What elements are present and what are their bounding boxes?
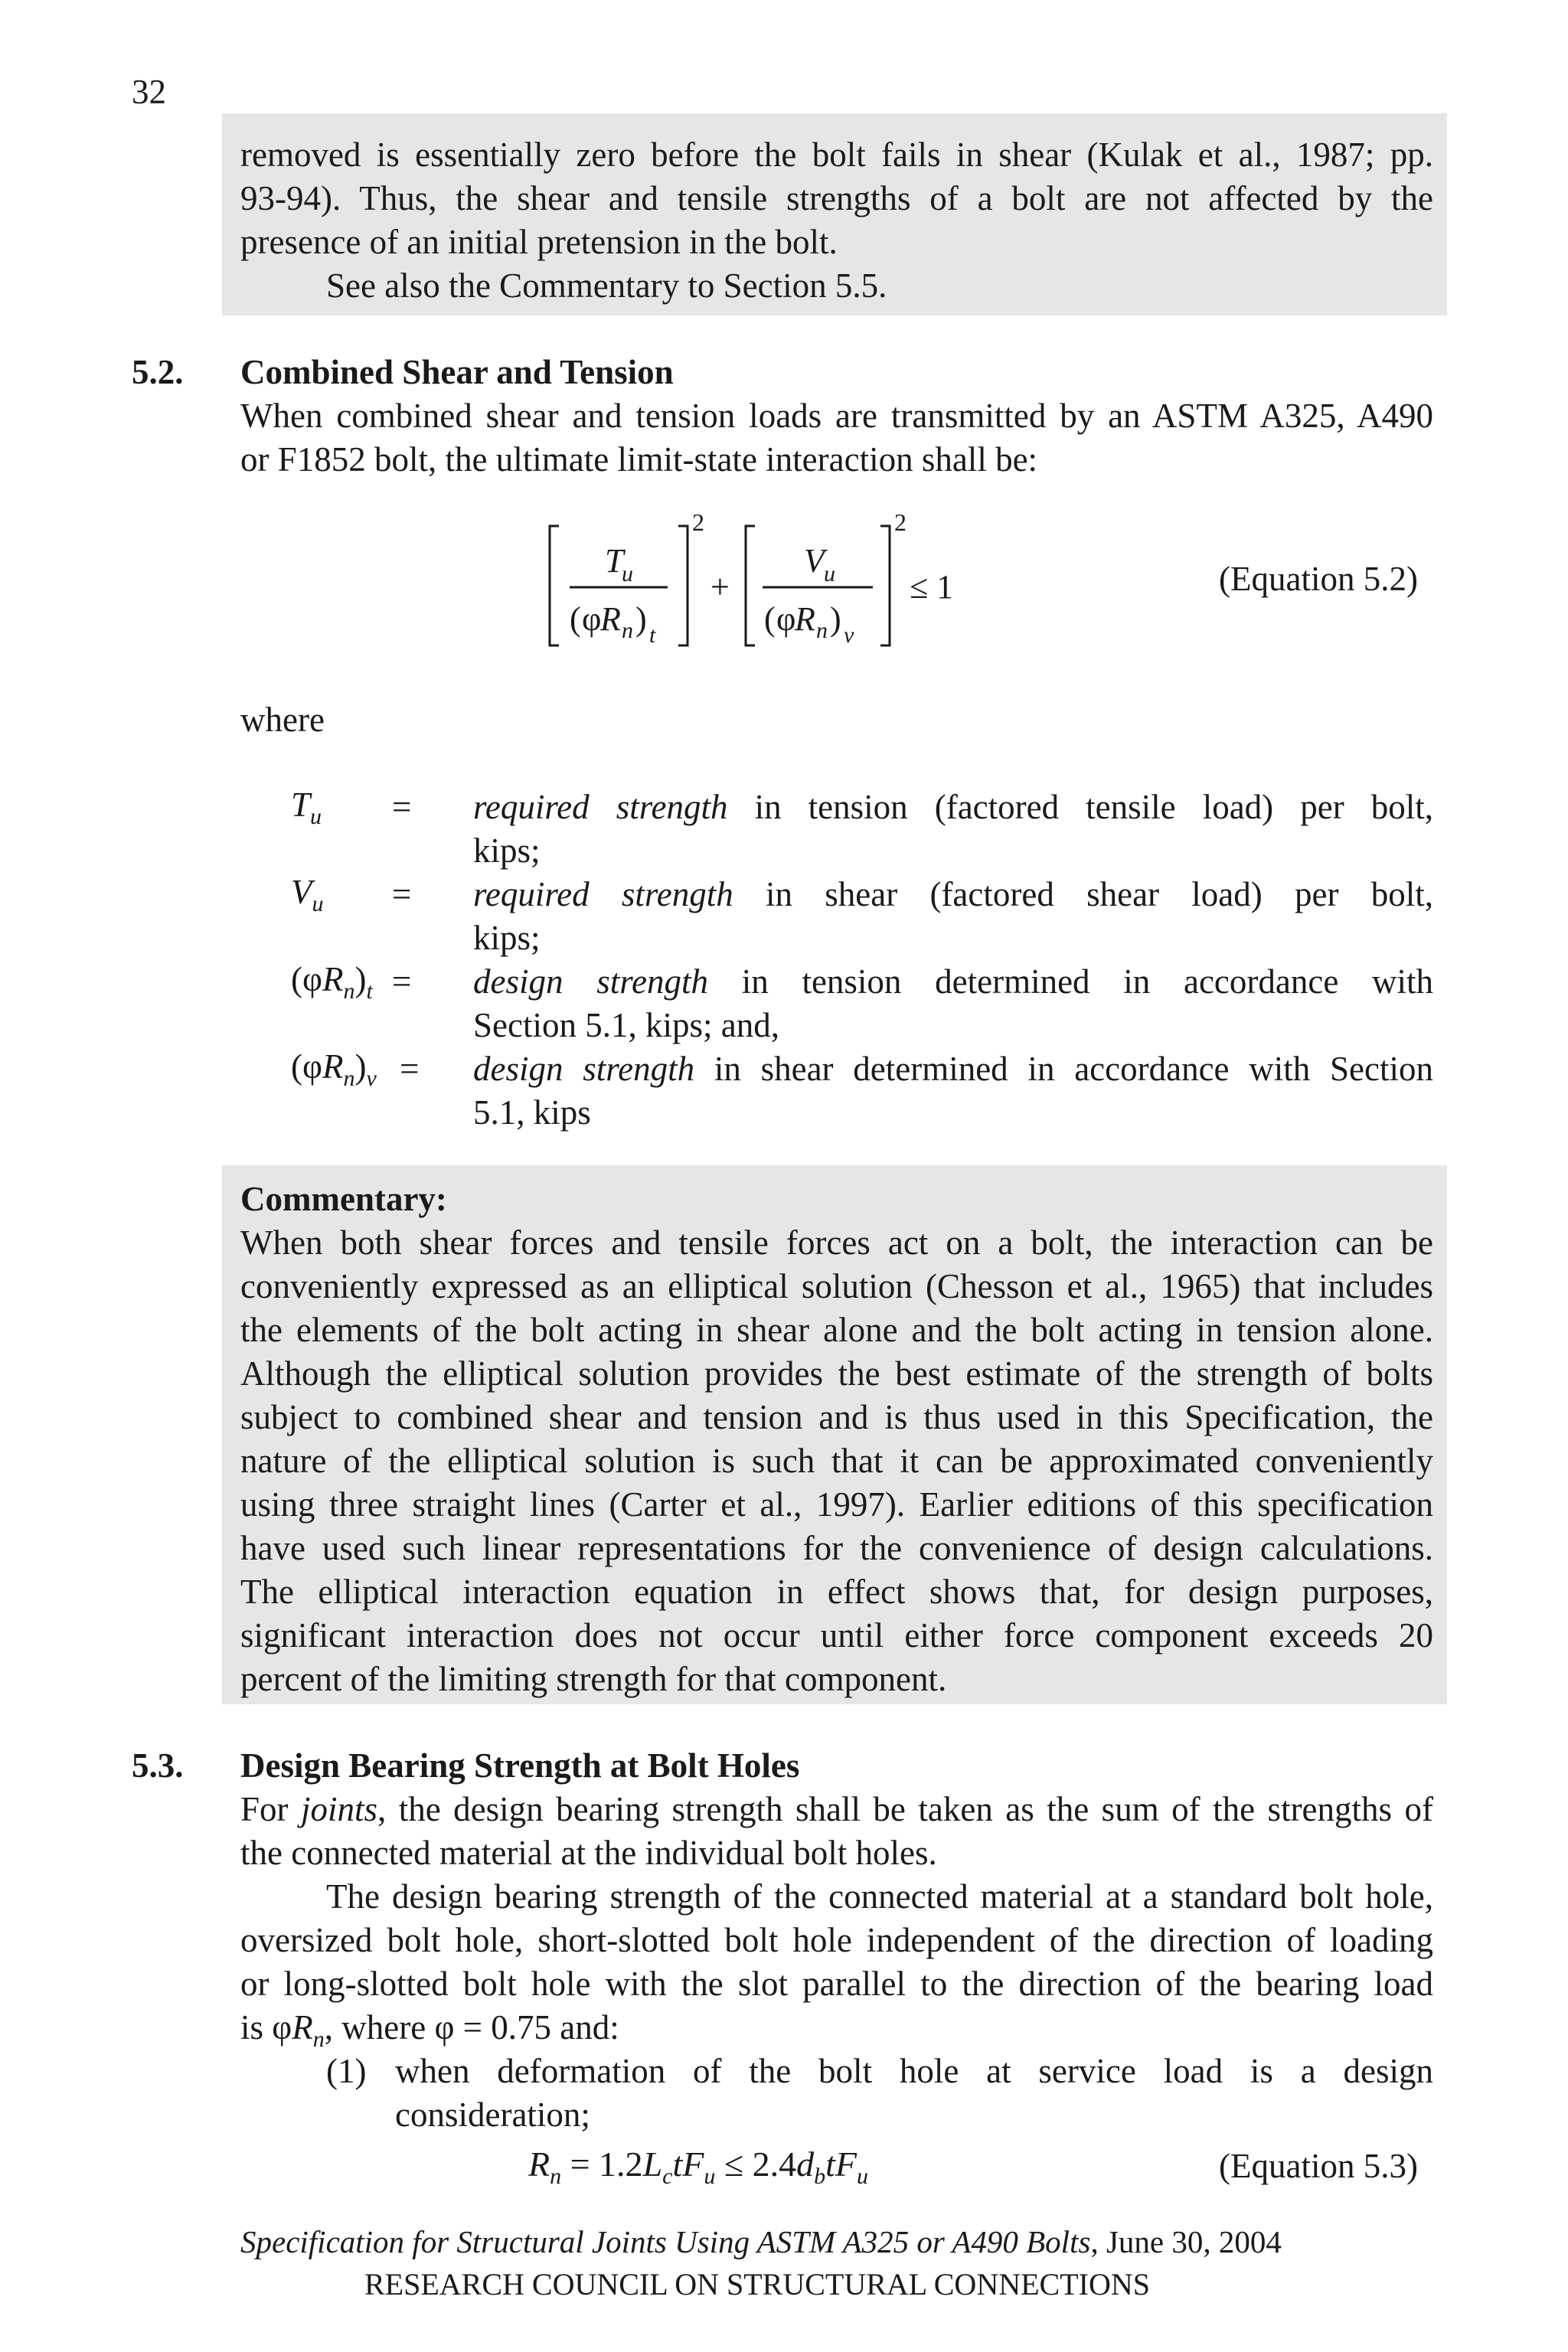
svg-text:2: 2 [894, 509, 906, 536]
def-1-line-1 [473, 786, 1433, 829]
svg-text:t: t [649, 622, 656, 648]
sec53-p2-phi-value: = 0.75 and: [454, 2008, 619, 2047]
svg-text:R: R [600, 600, 621, 638]
def-3-line-2: Section 5.1, kips; and, [473, 1006, 779, 1044]
sec53-p2-where: , where [324, 2008, 435, 2047]
svg-text:φ: φ [776, 600, 796, 638]
where-label: where [240, 701, 325, 739]
symbol-phi-rn-v: $(\varphi R_n)_v$ [291, 1047, 377, 1091]
commentary-line-6: nature of the elliptical solution is such that it can be approximated conveniently [240, 1442, 1433, 1480]
svg-text:): ) [635, 600, 647, 638]
footer-title: Specification for Structural Joints Using ASTM A325 or A490 Bolts [240, 2224, 1091, 2259]
sec53-para2-line-1: The design bearing strength of the connected material at a standard bolt hole, [326, 1877, 1433, 1916]
def-4-equals: = [400, 1050, 420, 1088]
section-title-5-2: Combined Shear and Tension [240, 353, 674, 391]
commentary-line-4: Although the elliptical solution provides the best estimate of the strength of bolts [240, 1354, 1433, 1393]
svg-text:T: T [605, 542, 624, 580]
symbol-tu: $T_u$ [291, 786, 322, 829]
commentary-line-10: significant interaction does not occur until either force component exceeds 20 [240, 1616, 1433, 1655]
svg-text:u: u [824, 561, 835, 586]
def-2-equals: = [392, 875, 412, 913]
commentary-heading: Commentary: [240, 1180, 447, 1218]
commentary-line-8: have used such linear representations for the convenience of design calculations. [240, 1529, 1433, 1567]
def-2-text: in shear (factored shear load) per bolt, [733, 875, 1433, 913]
sec53-p1-joints: joints [300, 1790, 378, 1828]
def-1-equals: = [392, 788, 412, 826]
section-number-5-2: 5.2. [132, 353, 184, 391]
box1-line-3: presence of an initial pretension in the bolt. [240, 223, 838, 261]
svg-text:(: ( [764, 600, 776, 638]
def-1-text: in tension (factored tensile load) per bolt, [727, 788, 1433, 826]
commentary-line-2: conveniently expressed as an elliptical solution (Chesson et al., 1965) that includes [240, 1267, 1433, 1305]
sec53-para2-line-2: oversized bolt hole, short-slotted bolt hole independent of the direction of loading [240, 1921, 1433, 1959]
footer-council: RESEARCH COUNCIL ON STRUCTURAL CONNECTIONS [364, 2267, 1150, 2301]
symbol-phi-rn-t: $(\varphi R_n)_t$ [291, 960, 373, 1004]
equation-5-3: $R_n = 1.2L_ctF_u \le 2.4d_btF_u$ [528, 2145, 869, 2190]
commentary-line-5: subject to combined shear and tension and is thus used in this Specification, the [240, 1398, 1433, 1436]
sec52-para-line-2: or F1852 bolt, the ultimate limit-state interaction shall be: [240, 440, 1038, 479]
def-4-text: in shear determined in accordance with Section [694, 1050, 1433, 1088]
def-3-term: design strength [473, 962, 709, 1001]
phi-rn-symbol: $\varphi R_n$ [272, 2008, 325, 2052]
svg-text:+: + [710, 568, 730, 606]
sec53-p2-is: is [240, 2008, 273, 2047]
sec52-para-line-1: When combined shear and tension loads are transmitted by an ASTM A325, A490 [240, 397, 1433, 435]
sec53-para1-line-2: the connected material at the individual bolt holes. [240, 1834, 937, 1872]
box1-see-also: See also the Commentary to Section 5.5. [326, 266, 887, 305]
sec53-p1-rest: , the design bearing strength shall be taken as the sum of the strengths of [377, 1790, 1433, 1828]
footer-date: , June 30, 2004 [1090, 2224, 1282, 2259]
svg-text:n: n [622, 618, 633, 643]
sec53-para2-line-3: or long-slotted bolt hole with the slot parallel to the direction of the bearing load [240, 1965, 1433, 2003]
def-4-line-2: 5.1, kips [473, 1093, 591, 1132]
sec53-p1-prefix: For [240, 1790, 301, 1828]
def-2-term: required strength [473, 875, 733, 913]
def-4-term: design strength [473, 1050, 695, 1088]
svg-text:≤ 1: ≤ 1 [910, 568, 954, 606]
footer-spec-title [240, 2223, 1282, 2260]
item-1-line-1: when deformation of the bolt hole at service load is a design [395, 2052, 1433, 2090]
svg-text:2: 2 [692, 509, 704, 536]
section-number-5-3: 5.3. [132, 1746, 184, 1785]
equation-5-2 [536, 509, 965, 655]
def-4-line-1 [473, 1047, 1433, 1091]
def-1-term: required strength [473, 788, 728, 826]
box1-line-2: 93-94). Thus, the shear and tensile strengths of a bolt are not affected by the [240, 179, 1433, 217]
def-3-text: in tension determined in accordance with [708, 962, 1433, 1001]
svg-text:): ) [830, 600, 841, 638]
svg-text:n: n [816, 618, 828, 643]
page-number: 32 [132, 73, 166, 111]
equation-5-3-label: (Equation 5.3) [1219, 2147, 1418, 2185]
commentary-line-7: using three straight lines (Carter et al., 1997). Earlier editions of this specification [240, 1485, 1433, 1524]
def-2-line-1 [473, 873, 1433, 916]
svg-text:R: R [795, 600, 815, 638]
def-3-line-1 [473, 960, 1433, 1004]
svg-text:u: u [622, 561, 633, 586]
phi-symbol: φ [434, 2008, 455, 2047]
commentary-line-11: percent of the limiting strength for that component. [240, 1660, 947, 1698]
item-1-line-2: consideration; [395, 2096, 590, 2134]
commentary-line-1: When both shear forces and tensile forces act on a bolt, the interaction can be [240, 1223, 1433, 1262]
commentary-line-9: The elliptical interaction equation in effect shows that, for design purposes, [240, 1573, 1433, 1611]
svg-text:(: ( [570, 600, 581, 638]
svg-text:v: v [844, 622, 854, 648]
svg-text:φ: φ [582, 600, 602, 638]
def-1-line-2: kips; [473, 831, 541, 870]
item-1-number: (1) [326, 2052, 367, 2090]
sec53-para1-line-1 [240, 1788, 1433, 1831]
def-3-equals: = [392, 962, 412, 1001]
svg-text:V: V [804, 542, 825, 580]
commentary-line-3: the elements of the bolt acting in shear alone and the bolt acting in tension alone. [240, 1311, 1433, 1349]
section-title-5-3: Design Bearing Strength at Bolt Holes [240, 1746, 800, 1785]
def-2-line-2: kips; [473, 919, 541, 957]
symbol-vu: $V_u$ [291, 873, 324, 916]
box1-line-1: removed is essentially zero before the bolt fails in shear (Kulak et al., 1987; pp. [240, 136, 1433, 174]
equation-5-2-label: (Equation 5.2) [1219, 560, 1418, 598]
